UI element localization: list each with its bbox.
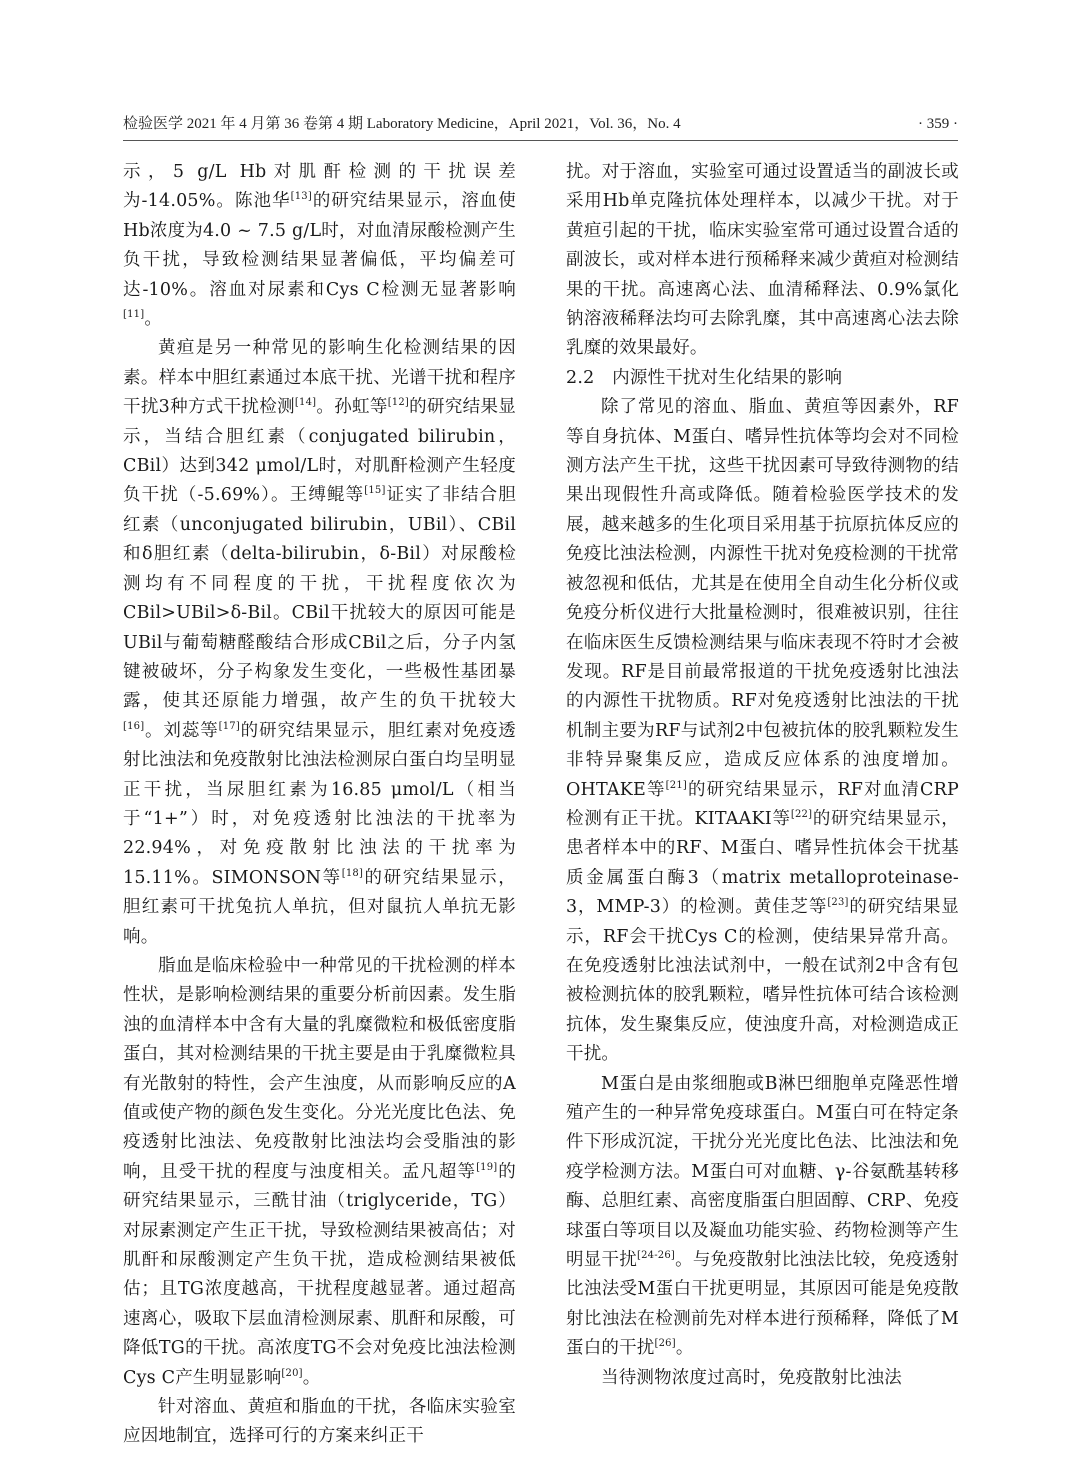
citation-reference: [13]	[290, 191, 312, 203]
citation-reference: [17]	[218, 720, 240, 732]
body-paragraph	[566, 393, 959, 1069]
text-run: 的研究结果显示，溶血使Hb浓度为4.0 ~ 7.5 g/L时，对血清尿酸检测产生负干扰，导致检测结果显著偏低，平均偏差可达-10%。溶血对尿素和Cys C检测无显著影响	[123, 191, 516, 300]
text-run: 。	[302, 1367, 321, 1388]
text-run: 的研究结果显示，胆红素对免疫透射比浊法和免疫散射比浊法检测尿白蛋白均呈明显正干扰，当尿胆红素为16.85 μmol/L（相当于“1+”）时，对免疫透射比浊法的干扰率为22.94%，对免疫散射比浊法的干扰率为15.11%。SIMONSON等	[123, 720, 516, 888]
text-run: 。	[144, 309, 163, 330]
body-paragraph	[123, 1393, 516, 1452]
citation-reference: [16]	[123, 720, 145, 732]
text-run: 当待测物浓度过高时，免疫散射比浊法	[601, 1367, 902, 1388]
citation-reference: [26]	[654, 1338, 676, 1350]
text-run: 除了常见的溶血、脂血、黄疸等因素外，RF等自身抗体、M蛋白、嗜异性抗体等均会对不同检测方法产生干扰，这些干扰因素可导致待测物的结果出现假性升高或降低。随着检验医学技术的发展，越来越多的生化项目采用基于抗原抗体反应的免疫比浊法检测，内源性干扰对免疫检测的干扰常被忽视和低估，尤其是在使用全自动生化分析仪或免疫分析仪进行大批量检测时，很难被识别，往往在临床医生反馈检测结果与临床表现不符时才会被发现。RF是目前最常报道的干扰免疫透射比浊法的内源性干扰物质。RF对免疫透射比浊法的干扰机制主要为RF与试剂2中包被抗体的胶乳颗粒发生非特异聚集反应，造成反应体系的浊度增加。OHTAKE等	[566, 397, 959, 800]
text-run: 的研究结果显示，当结合胆红素（conjugated bilirubin，CBil）达到342 μmol/L时，对肌酐检测产生轻度负干扰（-5.69%）。王缚鲲等	[123, 397, 516, 506]
header-rule	[123, 140, 958, 141]
text-run: 的研究结果显示，RF对血清CRP检测有正干扰。KITAAKI等	[566, 779, 959, 829]
section-heading	[566, 364, 959, 393]
text-run: 黄疸是另一种常见的影响生化检测结果的因素。样本中胆红素通过本底干扰、光谱干扰和程序干扰3种方式干扰检测	[123, 338, 516, 418]
citation-reference: [24-26]	[637, 1250, 676, 1262]
text-run: 脂血是临床检验中一种常见的干扰检测的样本性状，是影响检测结果的重要分析前因素。发生脂浊的血清样本中含有大量的乳糜微粒和极低密度脂蛋白，其对检测结果的干扰主要是由于乳糜微粒具有光散射的特性，会产生浊度，从而影响反应的A值或使产物的颜色发生变化。分光光度比色法、免疫透射比浊法、免疫散射比浊法均会受脂浊的影响，且受干扰的程度与浊度相关。孟凡超等	[123, 955, 516, 1182]
body-paragraph	[123, 952, 516, 1393]
citation-reference: [19]	[476, 1161, 498, 1173]
text-run: M蛋白是由浆细胞或B淋巴细胞单克隆恶性增殖产生的一种异常免疫球蛋白。M蛋白可在特定条件下形成沉淀，干扰分光光度比色法、比浊法和免疫学检测方法。M蛋白可对血糖、γ-谷氨酰基转移酶、总胆红素、高密度脂蛋白胆固醇、CRP、免疫球蛋白等项目以及凝血功能实验、药物检测等产生明显干扰	[566, 1073, 959, 1271]
text-run: 。孙虹等	[316, 397, 388, 418]
text-run: 的研究结果显示，三酰甘油（triglyceride，TG）对尿素测定产生正干扰，导致检测结果被高估；对肌酐和尿酸测定产生负干扰，造成检测结果被低估；且TG浓度越高，干扰程度越显著。通过超高速离心，吸取下层血清检测尿素、肌酐和尿酸，可降低TG的干扰。高浓度TG不会对免疫比浊法检测Cys C产生明显影响	[123, 1161, 516, 1388]
page-number: · 359 ·	[918, 116, 958, 132]
citation-reference: [21]	[665, 779, 687, 791]
text-run: 2.2 内源性干扰对生化结果的影响	[566, 367, 843, 388]
body-paragraph	[123, 158, 516, 334]
text-run: 扰。对于溶血，实验室可通过设置适当的副波长或采用Hb单克隆抗体处理样本，以减少干扰。对于黄疸引起的干扰，临床实验室常可通过设置合适的副波长，或对样本进行预稀释来减少黄疸对检测结果的干扰。高速离心法、血清稀释法、0.9%氯化钠溶液稀释法均可去除乳糜，其中高速离心法去除乳糜的效果最好。	[566, 162, 959, 359]
body-paragraph	[566, 1364, 959, 1393]
citation-reference: [18]	[341, 867, 364, 879]
text-run: 。	[675, 1338, 694, 1359]
text-run: 的研究结果显示，患者样本中的RF、M蛋白、嗜异性抗体会干扰基质金属蛋白酶3（matrix metalloproteinase-3，MMP-3）的检测。黄佳芝等	[566, 808, 959, 918]
citation-reference: [14]	[294, 397, 317, 409]
citation-reference: [20]	[281, 1367, 303, 1379]
text-run: 证实了非结合胆红素（unconjugated bilirubin，UBil）、CBil和δ胆红素（delta-bilirubin，δ-Bil）对尿酸检测均有不同程度的干扰，干扰程度依次为CBil>UBil>δ-Bil。CBil干扰较大的原因可能是UBil与葡萄糖醛酸结合形成CBil之后，分子内氢键被破坏，分子构象发生变化，一些极性基团暴露，使其还原能力增强，故产生的负干扰较大	[123, 485, 516, 712]
text-run: 针对溶血、黄疸和脂血的干扰，各临床实验室应因地制宜，选择可行的方案来纠正干	[123, 1397, 516, 1447]
text-run: 。刘蕊等	[144, 720, 219, 741]
journal-citation: 检验医学 2021 年 4 月第 36 卷第 4 期 Laboratory Medicine，April 2021，Vol. 36，No. 4	[123, 116, 681, 132]
citation-reference: [11]	[123, 309, 145, 321]
running-header	[123, 112, 958, 133]
text-run: 的研究结果显示，RF会干扰Cys C的检测，使结果异常升高。在免疫透射比浊法试剂中，一般在试剂2中含有包被检测抗体的胶乳颗粒，嗜异性抗体可结合该检测抗体，发生聚集反应，使浊度升高，对检测造成正干扰。	[566, 897, 959, 1065]
body-paragraph	[566, 158, 959, 364]
left-column	[123, 158, 516, 1452]
text-run: 。与免疫散射比浊法比较，免疫透射比浊法受M蛋白干扰更明显，其原因可能是免疫散射比浊法在检测前先对样本进行预稀释，降低了M蛋白的干扰	[566, 1250, 959, 1359]
citation-reference: [23]	[827, 897, 849, 909]
citation-reference: [15]	[364, 485, 386, 497]
citation-reference: [22]	[790, 809, 813, 821]
citation-reference: [12]	[387, 397, 410, 409]
body-paragraph	[123, 334, 516, 952]
text-run: 示，5 g/L Hb对肌酐检测的干扰误差为-14.05%。陈池华	[123, 162, 516, 212]
body-paragraph	[566, 1070, 959, 1364]
text-run: 的研究结果显示，胆红素可干扰兔抗人单抗，但对鼠抗人单抗无影响。	[123, 867, 516, 947]
right-column	[566, 158, 959, 1393]
